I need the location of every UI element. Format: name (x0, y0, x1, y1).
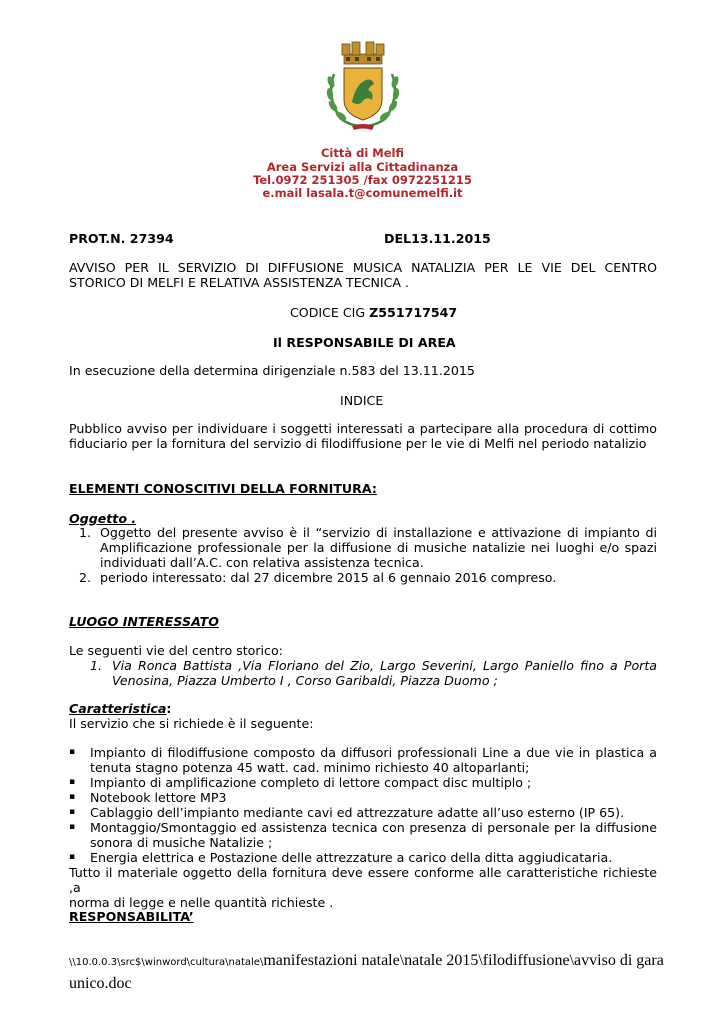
square-bullet-icon: ▪ (69, 807, 76, 817)
caratteristica-intro: Il servizio che si richiede è il seguente: (69, 716, 314, 731)
list-line: Amplificazione professionale per la diffusione di musiche natalizie nei luoghi e/o spazi (100, 540, 657, 555)
bullet-item (69, 745, 657, 775)
indice-heading: INDICE (340, 393, 384, 408)
coat-of-arms-icon (322, 40, 404, 132)
caratteristica-heading: Caratteristica (69, 701, 167, 716)
bullet-item (69, 775, 657, 790)
bullet-line: sonora di musiche Natalizie ; (90, 835, 273, 850)
list-line: periodo interessato: dal 27 dicembre 2015 al 6 gennaio 2016 compreso. (100, 570, 557, 585)
square-bullet-icon: ▪ (69, 777, 76, 787)
caratteristica-colon: : (166, 701, 172, 716)
bullet-line: Notebook lettore MP3 (90, 790, 227, 805)
esecuzione-text: In esecuzione della determina dirigenziale n.583 del 13.11.2015 (69, 363, 475, 378)
footer-file-path (69, 950, 669, 994)
list-item (69, 525, 657, 570)
title-line-2: STORICO DI MELFI E RELATIVA ASSISTENZA TECNICA . (69, 275, 410, 290)
list-number: 2. (79, 570, 92, 585)
bullet-line: Impianto di filodiffusione composto da diffusori professionali Line a due vie in plastica a (90, 745, 657, 760)
square-bullet-icon: ▪ (69, 822, 76, 832)
bullet-item (69, 850, 657, 865)
luogo-intro: Le seguenti vie del centro storico: (69, 643, 283, 658)
list-item (69, 658, 657, 688)
pubblico-line-1: Pubblico avviso per individuare i soggetti interessati a partecipare alla procedura di cottimo (69, 421, 657, 436)
bullet-item (69, 805, 657, 820)
square-bullet-icon: ▪ (69, 792, 76, 802)
list-item (69, 570, 657, 585)
cig-label: CODICE CIG (290, 305, 370, 320)
bullet-line: Cablaggio dell’impianto mediante cavi ed attrezzature adatte all’uso esterno (IP 65). (90, 805, 625, 820)
document-title (69, 260, 657, 290)
list-line: Oggetto del presente avviso è il “servizio di installazione e attivazione di impianto di (100, 525, 657, 540)
title-line-1: AVVISO PER IL SERVIZIO DI DIFFUSIONE MUSICA NATALIZIA PER LE VIE DEL CENTRO (69, 260, 657, 275)
caratteristica-heading-line (69, 701, 171, 716)
caratteristica-bullets (69, 745, 657, 910)
square-bullet-icon: ▪ (69, 747, 76, 757)
bullet-line: Energia elettrica e Postazione delle attrezzature a carico della ditta aggiudicataria. (90, 850, 613, 865)
cig-code-line (290, 305, 457, 320)
header-phone: Tel.0972 251305 /fax 0972251215 (253, 172, 472, 187)
pubblico-avviso (69, 421, 657, 451)
list-line: individuati dall’A.C. con relativa assistenza tecnica. (100, 555, 424, 570)
pubblico-line-2: fiduciario per la fornitura del servizio di filodiffusione per le vie di Melfi nel periodo natalizio (69, 436, 647, 451)
bullet-item (69, 790, 657, 805)
responsabile-heading: Il RESPONSABILE DI AREA (273, 335, 456, 350)
elementi-heading: ELEMENTI CONOSCITIVI DELLA FORNITURA: (69, 481, 377, 496)
footer-path-network: \\10.0.0.3\src$\winword\cultura\natale\ (69, 957, 264, 968)
footer-filename: unico.doc (69, 975, 132, 992)
luogo-heading: LUOGO INTERESSATO (69, 614, 219, 629)
list-number: 1. (79, 525, 92, 540)
closing-line-1: Tutto il materiale oggetto della fornitura deve essere conforme alle caratteristiche richieste ,a (69, 865, 657, 895)
square-bullet-icon: ▪ (69, 852, 76, 862)
bullet-line: Montaggio/Smontaggio ed assistenza tecnica con presenza di personale per la diffusione (90, 820, 657, 835)
list-line: Venosina, Piazza Umberto I , Corso Garibaldi, Piazza Duomo ; (112, 673, 498, 688)
protocol-number: PROT.N. 27394 (69, 231, 174, 246)
header-area: Area Servizi alla Cittadinanza (266, 159, 459, 174)
protocol-date: DEL13.11.2015 (384, 231, 491, 246)
luogo-list (69, 658, 657, 688)
oggetto-heading: Oggetto . (69, 511, 137, 526)
header-city: Città di Melfi (320, 145, 405, 160)
header-email: e.mail lasala.t@comunemelfi.it (262, 185, 463, 200)
cig-code: Z551717547 (369, 305, 458, 320)
footer-path-folder: manifestazioni natale\natale 2015\filodiffusione\avviso di gara (263, 952, 664, 969)
list-number: 1. (90, 658, 103, 673)
bullet-item (69, 820, 657, 850)
bullet-line: Impianto di amplificazione completo di lettore compact disc multiplo ; (90, 775, 532, 790)
oggetto-list (69, 525, 657, 585)
closing-line-2: norma di legge e nelle quantità richieste . (69, 895, 334, 910)
responsabilita-heading: RESPONSABILITA’ (69, 909, 194, 924)
bullet-line: tenuta stagno potenza 45 watt. cad. minimo richiesto 40 altoparlanti; (90, 760, 530, 775)
list-line: Via Ronca Battista ,Via Floriano del Zio, Largo Severini, Largo Paniello fino a Porta (112, 658, 657, 673)
